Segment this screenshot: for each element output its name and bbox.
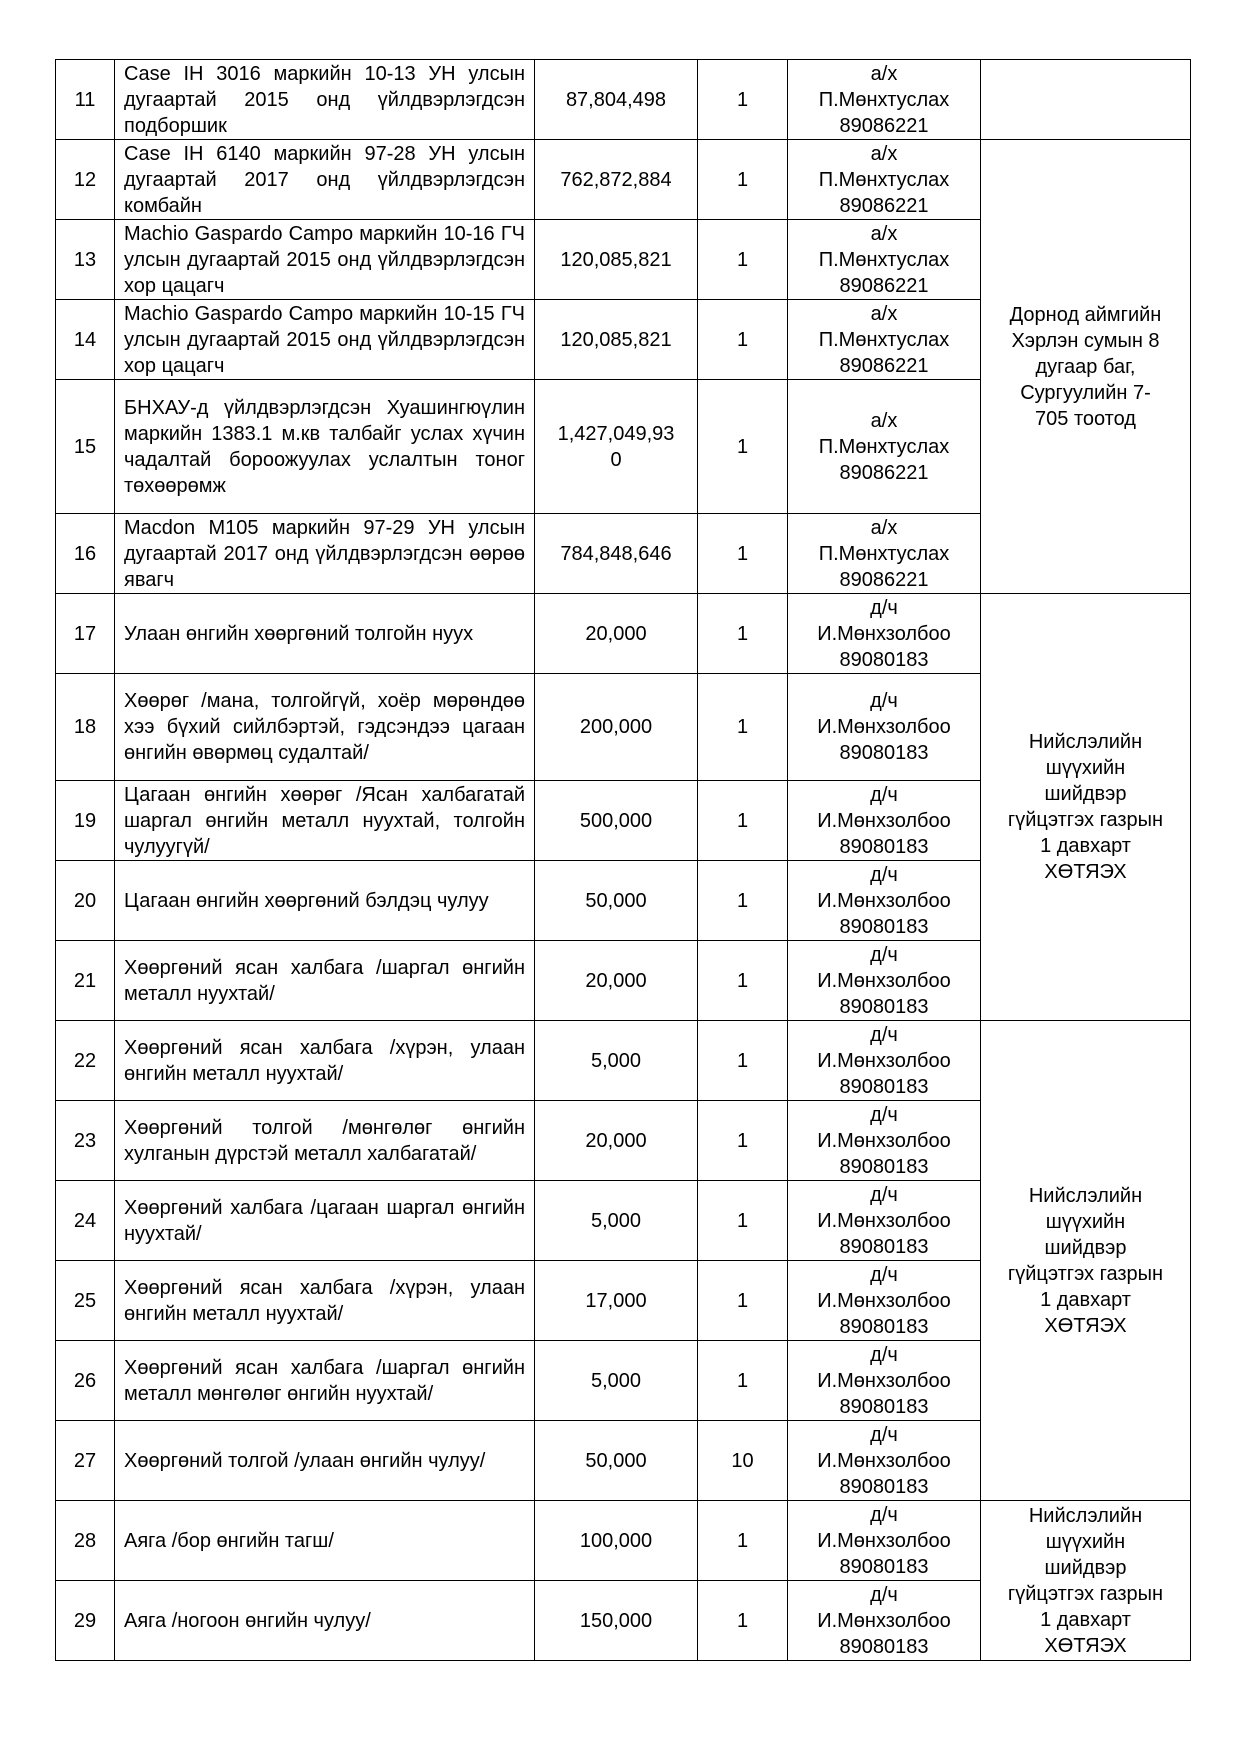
item-price	[535, 380, 698, 514]
location-line: Сургуулийн 7-	[1020, 381, 1151, 404]
contact-cell	[788, 1421, 981, 1501]
contact-phone: 89080183	[839, 1075, 929, 1098]
item-quantity: 1	[698, 1261, 788, 1341]
contact-cell	[788, 1021, 981, 1101]
contact-name: И.Мөнхзолбоо	[817, 1289, 951, 1312]
contact-phone: 89080183	[839, 1235, 929, 1258]
row-number: 26	[56, 1341, 115, 1421]
contact-role: а/х	[870, 142, 898, 165]
row-number: 11	[56, 60, 115, 140]
contact-phone: 89080183	[839, 1155, 929, 1178]
contact-name: П.Мөнхтуслах	[818, 88, 950, 111]
row-number: 14	[56, 300, 115, 380]
item-price: 87,804,498	[535, 60, 698, 140]
contact-phone: 89080183	[839, 915, 929, 938]
contact-cell	[788, 594, 981, 674]
item-price: 120,085,821	[535, 300, 698, 380]
row-number: 28	[56, 1501, 115, 1581]
contact-cell	[788, 1501, 981, 1581]
contact-role: д/ч	[870, 863, 898, 886]
contact-cell	[788, 1101, 981, 1181]
item-quantity: 1	[698, 861, 788, 941]
contact-phone: 89080183	[839, 648, 929, 671]
item-description: Хөөрөг /мана, толгойгүй, хоёр мөрөндөө хээ бүхий сийлбэртэй, гэдсэндээ цагаан өнгийн өвөрмөц судалтай/	[115, 674, 535, 781]
location-line: 705 тоотод	[1035, 407, 1136, 430]
price-line: 1,427,049,93	[557, 422, 675, 445]
item-quantity: 1	[698, 594, 788, 674]
item-description: Хөөргөний толгой /улаан өнгийн чулуу/	[115, 1421, 535, 1501]
contact-cell	[788, 1181, 981, 1261]
item-quantity: 1	[698, 674, 788, 781]
item-price: 784,848,646	[535, 514, 698, 594]
contact-name: П.Мөнхтуслах	[818, 435, 950, 458]
location-line: шийдвэр	[1044, 1556, 1127, 1579]
contact-name: И.Мөнхзолбоо	[817, 1209, 951, 1232]
location-line: 1 давхарт	[1040, 1608, 1131, 1631]
item-quantity: 1	[698, 514, 788, 594]
contact-cell	[788, 941, 981, 1021]
contact-role: а/х	[870, 516, 898, 539]
item-description: Аяга /ногоон өнгийн чулуу/	[115, 1581, 535, 1661]
contact-role: д/ч	[870, 1503, 898, 1526]
location-line: Дорнод аймгийн	[1009, 303, 1162, 326]
location-line: шийдвэр	[1044, 1236, 1127, 1259]
contact-name: И.Мөнхзолбоо	[817, 1529, 951, 1552]
item-price: 100,000	[535, 1501, 698, 1581]
location-line: ХӨТЯЭХ	[1044, 1634, 1127, 1657]
table-row	[56, 60, 1191, 140]
location-line: шийдвэр	[1044, 783, 1127, 805]
location-line: гүйцэтгэх газрын	[1007, 1262, 1164, 1285]
row-number: 27	[56, 1421, 115, 1501]
item-quantity: 1	[698, 300, 788, 380]
row-number: 15	[56, 380, 115, 514]
contact-name: И.Мөнхзолбоо	[817, 1449, 951, 1472]
item-description: Хөөргөний ясан халбага /шаргал өнгийн металл нуухтай/	[115, 941, 535, 1021]
contact-name: И.Мөнхзолбоо	[817, 809, 951, 832]
contact-name: И.Мөнхзолбоо	[817, 716, 951, 738]
item-price: 50,000	[535, 861, 698, 941]
contact-phone: 89080183	[839, 1315, 929, 1338]
contact-phone: 89086221	[839, 194, 929, 217]
item-description: Хөөргөний халбага /цагаан шаргал өнгийн нуухтай/	[115, 1181, 535, 1261]
table-row	[56, 1501, 1191, 1581]
item-description: Хөөргөний ясан халбага /хүрэн, улаан өнгийн металл нуухтай/	[115, 1021, 535, 1101]
item-quantity: 1	[698, 1101, 788, 1181]
item-price: 120,085,821	[535, 220, 698, 300]
location-line: шүүхийн	[1045, 757, 1126, 779]
item-description: Machio Gaspardo Campo маркийн 10-15 ГЧ улсын дугаартай 2015 онд үйлдвэрлэгдсэн хор цацагч	[115, 300, 535, 380]
item-description: Улаан өнгийн хөөргөний толгойн нуух	[115, 594, 535, 674]
item-price: 20,000	[535, 594, 698, 674]
location-line: 1 давхарт	[1040, 1288, 1131, 1311]
item-quantity: 1	[698, 781, 788, 861]
item-price: 5,000	[535, 1021, 698, 1101]
item-price: 50,000	[535, 1421, 698, 1501]
contact-cell	[788, 861, 981, 941]
contact-cell	[788, 60, 981, 140]
item-quantity: 10	[698, 1421, 788, 1501]
location-line: Нийслэлийн	[1028, 1184, 1143, 1207]
contact-phone: 89080183	[839, 1395, 929, 1418]
item-quantity: 1	[698, 941, 788, 1021]
item-description: Хөөргөний толгой /мөнгөлөг өнгийн хулганын дүрстэй металл халбагатай/	[115, 1101, 535, 1181]
contact-phone: 89080183	[839, 742, 929, 764]
item-description: Machio Gaspardo Campo маркийн 10-16 ГЧ улсын дугаартай 2015 онд үйлдвэрлэгдсэн хор цацагч	[115, 220, 535, 300]
contact-phone: 89086221	[839, 568, 929, 591]
contact-role: а/х	[870, 302, 898, 325]
item-quantity: 1	[698, 1181, 788, 1261]
item-description: БНХАУ-д үйлдвэрлэгдсэн Хуашингюүлин маркийн 1383.1 м.кв талбайг услах хүчин чадалтай бороожуулах услалтын тоног төхөөрөмж	[115, 380, 535, 514]
location-cell	[981, 594, 1191, 1021]
contact-role: д/ч	[870, 1103, 898, 1126]
location-line: Хэрлэн сумын 8	[1011, 329, 1160, 352]
contact-cell	[788, 380, 981, 514]
item-price: 20,000	[535, 1101, 698, 1181]
row-number: 21	[56, 941, 115, 1021]
location-cell-empty	[981, 60, 1191, 140]
location-cell	[981, 1501, 1191, 1661]
contact-role: д/ч	[870, 783, 898, 806]
item-price: 762,872,884	[535, 140, 698, 220]
contact-name: И.Мөнхзолбоо	[817, 969, 951, 992]
row-number: 17	[56, 594, 115, 674]
location-line: 1 давхарт	[1040, 835, 1131, 857]
contact-role: д/ч	[870, 1183, 898, 1206]
contact-phone: 89086221	[839, 274, 929, 297]
price-line: 0	[610, 448, 622, 471]
contact-phone: 89080183	[839, 1475, 929, 1498]
item-description: Case IH 6140 маркийн 97-28 УН улсын дугаартай 2017 онд үйлдвэрлэгдсэн комбайн	[115, 140, 535, 220]
contact-name: И.Мөнхзолбоо	[817, 622, 951, 645]
contact-cell	[788, 1341, 981, 1421]
contact-name: И.Мөнхзолбоо	[817, 1369, 951, 1392]
row-number: 20	[56, 861, 115, 941]
row-number: 22	[56, 1021, 115, 1101]
item-description: Macdon M105 маркийн 97-29 УН улсын дугаартай 2017 онд үйлдвэрлэгдсэн өөрөө явагч	[115, 514, 535, 594]
contact-cell	[788, 300, 981, 380]
item-description: Цагаан өнгийн хөөрөг /Ясан халбагатай шаргал өнгийн металл нуухтай, толгойн чулуугүй/	[115, 781, 535, 861]
contact-cell	[788, 1261, 981, 1341]
item-quantity: 1	[698, 1501, 788, 1581]
contact-phone: 89080183	[839, 995, 929, 1018]
contact-name: И.Мөнхзолбоо	[817, 1609, 951, 1632]
table-row	[56, 1021, 1191, 1101]
row-number: 23	[56, 1101, 115, 1181]
item-quantity: 1	[698, 220, 788, 300]
location-line: ХӨТЯЭХ	[1044, 1314, 1127, 1337]
item-price: 5,000	[535, 1341, 698, 1421]
location-line: шүүхийн	[1045, 1210, 1126, 1233]
item-description: Цагаан өнгийн хөөргөний бэлдэц чулуу	[115, 861, 535, 941]
contact-cell	[788, 514, 981, 594]
row-number: 25	[56, 1261, 115, 1341]
item-quantity: 1	[698, 1581, 788, 1661]
contact-role: а/х	[870, 222, 898, 245]
item-price: 200,000	[535, 674, 698, 781]
contact-name: П.Мөнхтуслах	[818, 542, 950, 565]
contact-role: д/ч	[870, 1423, 898, 1446]
contact-role: д/ч	[870, 1023, 898, 1046]
contact-role: д/ч	[870, 1263, 898, 1286]
asset-table	[55, 59, 1191, 1661]
location-cell	[981, 1021, 1191, 1501]
contact-cell	[788, 1581, 981, 1661]
contact-phone: 89080183	[839, 835, 929, 858]
contact-role: а/х	[870, 409, 898, 432]
contact-cell	[788, 781, 981, 861]
row-number: 24	[56, 1181, 115, 1261]
item-quantity: 1	[698, 1021, 788, 1101]
contact-role: д/ч	[870, 596, 898, 619]
contact-name: П.Мөнхтуслах	[818, 248, 950, 271]
contact-role: д/ч	[870, 1343, 898, 1366]
row-number: 16	[56, 514, 115, 594]
location-cell	[981, 140, 1191, 594]
item-price: 500,000	[535, 781, 698, 861]
location-line: Нийслэлийн	[1028, 1504, 1143, 1527]
table-row	[56, 594, 1191, 674]
location-line: ХӨТЯЭХ	[1044, 861, 1127, 883]
location-line: шүүхийн	[1045, 1530, 1126, 1553]
location-line: гүйцэтгэх газрын	[1007, 809, 1164, 831]
location-line: гүйцэтгэх газрын	[1007, 1582, 1164, 1605]
location-line: дугаар баг,	[1035, 355, 1136, 378]
contact-cell	[788, 220, 981, 300]
item-description: Case IH 3016 маркийн 10-13 УН улсын дугаартай 2015 онд үйлдвэрлэгдсэн подборшик	[115, 60, 535, 140]
item-description: Аяга /бор өнгийн тагш/	[115, 1501, 535, 1581]
table-row	[56, 140, 1191, 220]
contact-name: И.Мөнхзолбоо	[817, 1129, 951, 1152]
location-line: Нийслэлийн	[1028, 731, 1143, 753]
contact-role: д/ч	[870, 943, 898, 966]
contact-name: П.Мөнхтуслах	[818, 168, 950, 191]
contact-phone: 89080183	[839, 1635, 929, 1658]
item-quantity: 1	[698, 60, 788, 140]
contact-role: д/ч	[870, 1583, 898, 1606]
contact-phone: 89086221	[839, 354, 929, 377]
contact-cell	[788, 674, 981, 781]
contact-name: П.Мөнхтуслах	[818, 328, 950, 351]
item-description: Хөөргөний ясан халбага /хүрэн, улаан өнгийн металл нуухтай/	[115, 1261, 535, 1341]
row-number: 12	[56, 140, 115, 220]
contact-phone: 89086221	[839, 461, 929, 484]
contact-role: д/ч	[870, 690, 898, 712]
row-number: 13	[56, 220, 115, 300]
contact-name: И.Мөнхзолбоо	[817, 1049, 951, 1072]
item-quantity: 1	[698, 1341, 788, 1421]
item-quantity: 1	[698, 380, 788, 514]
contact-role: а/х	[870, 62, 898, 85]
contact-phone: 89086221	[839, 114, 929, 137]
item-price: 20,000	[535, 941, 698, 1021]
contact-phone: 89080183	[839, 1555, 929, 1578]
item-description: Хөөргөний ясан халбага /шаргал өнгийн металл мөнгөлөг өнгийн нуухтай/	[115, 1341, 535, 1421]
item-quantity: 1	[698, 140, 788, 220]
item-price: 17,000	[535, 1261, 698, 1341]
row-number: 18	[56, 674, 115, 781]
item-price: 150,000	[535, 1581, 698, 1661]
contact-cell	[788, 140, 981, 220]
row-number: 19	[56, 781, 115, 861]
row-number: 29	[56, 1581, 115, 1661]
item-price: 5,000	[535, 1181, 698, 1261]
contact-name: И.Мөнхзолбоо	[817, 889, 951, 912]
